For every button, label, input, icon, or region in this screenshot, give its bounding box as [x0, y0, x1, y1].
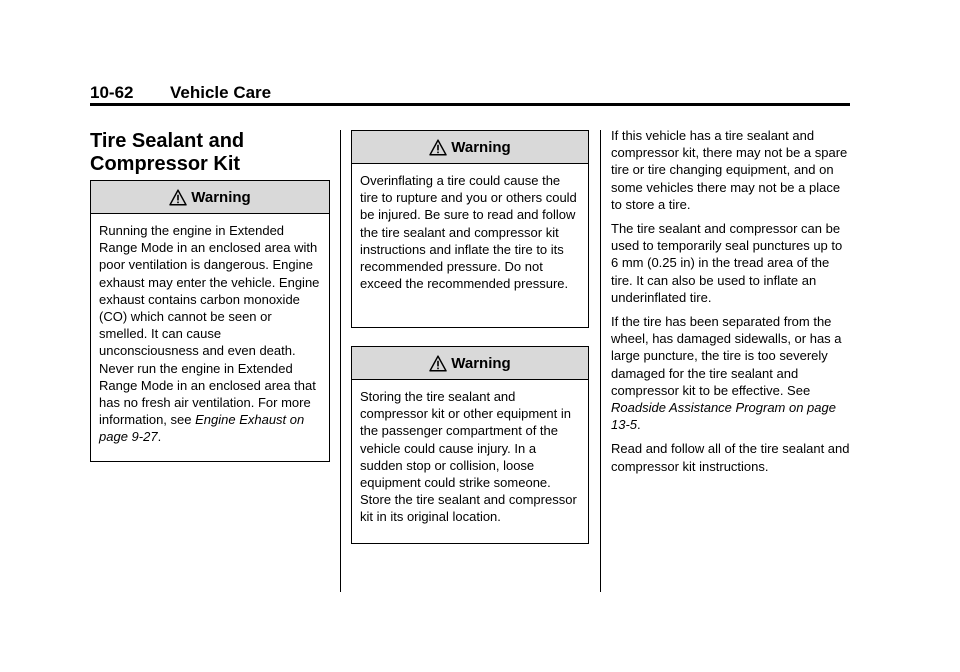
page-number: 10-62 [90, 83, 134, 102]
warning-text: Running the engine in Extended Range Mode in an enclosed area with poor ventilation is dangerous. Engine exhaust may enter the vehicle. Engine exhaust contains carbon monoxide (CO) which cannot be seen or smelled. It can cause unconsciousness and even death. Never run the engine in Extended Range Mode in an enclosed area that has no fresh air ventilation. For more information, see Engine Exhaust on page 9-27. [99, 223, 320, 445]
paragraph: The tire sealant and compressor can be used to temporarily seal punctures up to 6 mm (0.25 in) in the tread area of the tire. It can also be used to inflate an underinflated tire. [611, 221, 843, 305]
column-divider-right [600, 130, 601, 592]
warning-text: Storing the tire sealant and compressor kit or other equipment in the passenger compartment of the vehicle could cause injury. In a sudden stop or collision, loose equipment could strike someone. Store the tire sealant and compressor kit in its original location. [360, 389, 577, 525]
warning-box [90, 180, 330, 462]
warning-triangle-icon [169, 189, 187, 206]
warning-triangle-icon [429, 139, 447, 156]
paragraph: Read and follow all of the tire sealant and compressor kit instructions. [611, 441, 850, 474]
warning-box [351, 346, 589, 544]
warning-header [352, 131, 588, 164]
paragraph: If the tire has been separated from the wheel, has damaged sidewalls, or has a large puncture, the tire is too severely damaged for the tire sealant and compressor kit to be effective. See Roadside Assistance Program on page 13-5. [611, 314, 842, 433]
warning-heading: Warning [451, 354, 511, 372]
column-divider-left [340, 130, 341, 592]
page-header [90, 82, 850, 104]
warning-box [351, 130, 589, 328]
paragraph: If this vehicle has a tire sealant and compressor kit, there may not be a spare tire or tire changing equipment, and on some vehicles there may not be a place to store a tire. [611, 128, 848, 212]
warning-header [352, 347, 588, 380]
warning-triangle-icon [429, 355, 447, 372]
header-rule [90, 103, 850, 106]
warning-text: Overinflating a tire could cause the tire to rupture and you or others could be injured. Be sure to read and follow the tire sealant and compressor kit instructions and inflate the tire to its recommended pressure. Do not exceed the recommended pressure. [360, 173, 577, 292]
section-name: Vehicle Care [170, 83, 272, 102]
section-title: Tire Sealant and Compressor Kit [90, 130, 245, 175]
warning-header [91, 181, 329, 214]
cross-reference: Roadside Assistance Program on page 13-5 [611, 400, 836, 433]
body-text [611, 127, 853, 482]
cross-reference: Engine Exhaust on page 9-27 [99, 412, 305, 445]
warning-heading: Warning [451, 138, 511, 156]
warning-heading: Warning [191, 188, 251, 206]
